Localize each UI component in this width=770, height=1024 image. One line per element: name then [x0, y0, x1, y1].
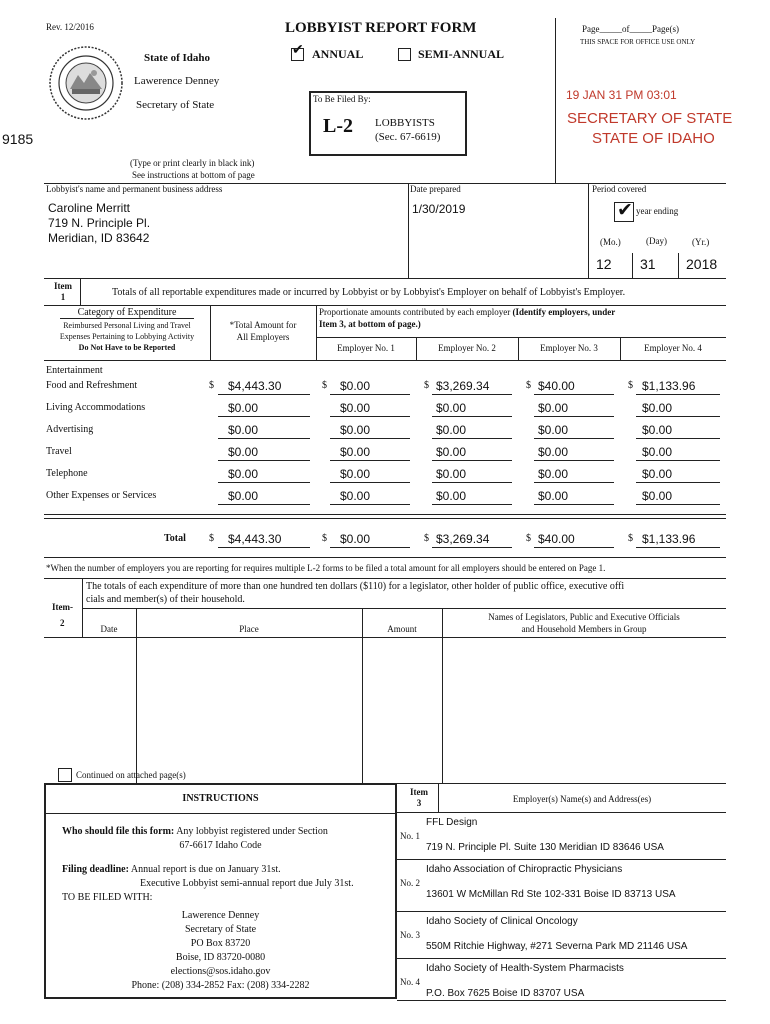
form-title: LOBBYIST REPORT FORM — [285, 20, 477, 36]
item2-label: Item- — [52, 602, 73, 612]
dollar-sign: $ — [424, 380, 429, 391]
employer-4-amount-cell[interactable]: $0.00 — [642, 423, 673, 437]
continued-label: Continued on attached page(s) — [76, 770, 186, 780]
proportionate-header — [319, 307, 719, 317]
total-amount-cell[interactable]: $0.00 — [228, 489, 259, 503]
date-prepared-value[interactable]: 1/30/2019 — [412, 202, 466, 216]
filed-by-label: To Be Filed By: — [313, 94, 371, 104]
item2-description-2: cials and member(s) of their household. — [86, 594, 245, 605]
amount-underline — [534, 460, 614, 461]
employer-number: No. 4 — [400, 977, 420, 987]
annual-checkbox[interactable] — [291, 43, 304, 61]
col-amount-header: Amount — [387, 624, 417, 634]
employer-4-amount-cell[interactable]: $0.00 — [642, 401, 673, 415]
employer-3-amount-cell[interactable]: $0.00 — [538, 445, 569, 459]
employer-4-amount-cell[interactable]: $0.00 — [642, 489, 673, 503]
instructions-note: See instructions at bottom of page — [132, 170, 255, 180]
continued-checkbox[interactable] — [58, 768, 72, 782]
employer-1-amount-cell[interactable]: $0.00 — [340, 467, 371, 481]
form-code-box — [309, 91, 467, 156]
lobbyist-name[interactable]: Caroline Merritt — [48, 201, 131, 215]
amount-underline — [636, 504, 720, 505]
amount-underline — [432, 547, 512, 548]
employer-2-total-cell[interactable]: $3,269.34 — [436, 532, 490, 546]
employer-4-amount-cell[interactable]: $0.00 — [642, 467, 673, 481]
category-note1: Reimbursed Personal Living and Travel — [63, 321, 191, 330]
type-note: (Type or print clearly in black ink) — [130, 158, 255, 168]
employer-address[interactable]: 13601 W McMillan Rd Ste 102-331 Boise ID 83713 USA — [426, 889, 676, 900]
annual-label: ANNUAL — [312, 47, 364, 61]
employer-address[interactable]: P.O. Box 7625 Boise ID 83707 USA — [426, 988, 585, 999]
employer-1-amount-cell[interactable]: $0.00 — [340, 379, 371, 393]
item1-footnote: *When the number of employers you are reporting for requires multiple L-2 forms to be filed a total amount for all employers should be entered on Page 1. — [46, 563, 606, 573]
item3-number: 3 — [416, 798, 422, 808]
period-year[interactable]: 2018 — [686, 256, 718, 272]
dollar-sign: $ — [322, 533, 327, 544]
employer-3-total-cell[interactable]: $40.00 — [538, 532, 575, 546]
deadline-text: Annual report is due on January 31st. — [130, 864, 281, 875]
col-names-header-1: Names of Legislators, Public and Executive Officials — [488, 612, 680, 622]
employer-1-amount-cell[interactable]: $0.00 — [340, 489, 371, 503]
entertainment-label: Entertainment — [46, 365, 103, 376]
date-prepared-label: Date prepared — [410, 184, 461, 194]
who-label: Who should file this form: — [62, 826, 175, 837]
total-amount-cell[interactable]: $0.00 — [228, 467, 259, 481]
amount-underline — [218, 438, 310, 439]
period-covered-label: Period covered — [592, 184, 647, 194]
expense-category-label: Other Expenses or Services — [46, 490, 157, 501]
item2-number: 2 — [60, 618, 65, 628]
semiannual-checkbox[interactable] — [398, 48, 411, 61]
employer-3-amount-cell[interactable]: $0.00 — [538, 467, 569, 481]
day-label: (Day) — [646, 236, 667, 246]
stamp-line1: SECRETARY OF STATE — [567, 110, 733, 127]
who-should-file — [62, 826, 328, 837]
total-amount-cell[interactable]: $0.00 — [228, 401, 259, 415]
instructions-title: INSTRUCTIONS — [182, 793, 259, 804]
dollar-sign: $ — [209, 533, 214, 544]
proportionate-header-a: Proportionate amounts contributed by each employer — [319, 307, 511, 317]
employer-divider — [397, 958, 726, 959]
amount-underline — [534, 394, 614, 395]
category-note2: Expenses Pertaining to Lobbying Activity — [59, 332, 195, 341]
dollar-sign: $ — [526, 533, 531, 544]
expense-category-label: Travel — [46, 446, 72, 457]
page-of-label: Page_____of_____Page(s) — [582, 24, 679, 34]
dollar-sign: $ — [209, 380, 214, 391]
phone-fax: Phone: (208) 334-2852 Fax: (208) 334-2282 — [131, 980, 310, 991]
amount-underline — [218, 547, 310, 548]
dollar-sign: $ — [628, 380, 633, 391]
year-ending-label: year ending — [636, 206, 679, 216]
official-title: Secretary of State — [136, 99, 215, 111]
period-month[interactable]: 12 — [596, 256, 612, 272]
employer-3-amount-cell[interactable]: $0.00 — [538, 401, 569, 415]
item1-number: 1 — [60, 292, 66, 302]
col-date-header: Date — [100, 624, 118, 634]
employer-1-amount-cell[interactable]: $0.00 — [340, 423, 371, 437]
employer-address[interactable]: 719 N. Principle Pl. Suite 130 Meridian ID 83646 USA — [426, 842, 664, 853]
official-name: Lawerence Denney — [134, 75, 220, 87]
amount-underline — [636, 547, 720, 548]
item1-label: Item — [54, 281, 72, 291]
dollar-sign: $ — [424, 533, 429, 544]
amount-underline — [218, 460, 310, 461]
office-use-label: THIS SPACE FOR OFFICE USE ONLY — [580, 38, 696, 46]
total-amount-cell[interactable]: $0.00 — [228, 423, 259, 437]
amount-underline — [534, 482, 614, 483]
checkmark-icon: ✔ — [292, 43, 304, 58]
form-section: (Sec. 67-6619) — [375, 131, 441, 143]
stamp-line2: STATE OF IDAHO — [592, 130, 715, 147]
lobbyist-address1[interactable]: 719 N. Principle Pl. — [48, 216, 151, 230]
employer-1-amount-cell[interactable]: $0.00 — [340, 445, 371, 459]
amount-underline — [534, 504, 614, 505]
amount-underline — [218, 416, 310, 417]
idaho-seal-icon — [48, 45, 124, 121]
employer-3-amount-cell[interactable]: $0.00 — [538, 489, 569, 503]
amount-underline — [330, 394, 410, 395]
semiannual-label: SEMI-ANNUAL — [418, 47, 505, 61]
dollar-sign: $ — [628, 533, 633, 544]
category-note3: Do Not Have to be Reported — [78, 343, 176, 352]
item3-label: Item — [410, 787, 428, 797]
who-text: Any lobbyist registered under Section — [176, 826, 328, 837]
employer-number: No. 2 — [400, 878, 420, 888]
item1-description: Totals of all reportable expenditures made or incurred by Lobbyist or by Lobbyist's Employer on behalf of Lobbyist's Employer. — [112, 287, 626, 298]
total-header1: *Total Amount for — [229, 320, 297, 330]
employer-2-amount-cell[interactable]: $0.00 — [436, 489, 467, 503]
employer-2-amount-cell[interactable]: $3,269.34 — [436, 379, 490, 393]
amount-underline — [330, 547, 410, 548]
who-code: 67-6617 Idaho Code — [179, 840, 262, 851]
category-header: Category of Expenditure — [77, 307, 177, 318]
dollar-sign: $ — [526, 380, 531, 391]
employer-header-4: Employer No. 4 — [644, 343, 702, 353]
amount-underline — [432, 460, 512, 461]
address-line4: Boise, ID 83720-0080 — [175, 952, 266, 963]
office-use-divider — [555, 18, 556, 184]
deadline-text2: Executive Lobbyist semi-annual report due July 31st. — [140, 878, 354, 889]
employer-name[interactable]: Idaho Society of Health-System Pharmacists — [426, 963, 624, 974]
employer-number: No. 3 — [400, 930, 420, 940]
email-address[interactable]: elections@sos.idaho.gov — [170, 966, 271, 977]
employer-3-amount-cell[interactable]: $0.00 — [538, 423, 569, 437]
amount-underline — [330, 460, 410, 461]
employer-1-total-cell[interactable]: $0.00 — [340, 532, 371, 546]
state-label: State of Idaho — [144, 52, 211, 64]
amount-underline — [636, 438, 720, 439]
total-amount-cell[interactable]: $4,443.30 — [228, 379, 282, 393]
amount-underline — [432, 504, 512, 505]
col-names-header-2: and Household Members in Group — [521, 624, 647, 634]
amount-underline — [330, 416, 410, 417]
form-name: LOBBYISTS — [375, 117, 435, 129]
lobbyist-address2[interactable]: Meridian, ID 83642 — [48, 231, 150, 245]
employer-header-1: Employer No. 1 — [337, 343, 395, 353]
amount-underline — [636, 394, 720, 395]
expense-category-label: Food and Refreshment — [46, 380, 138, 391]
amount-underline — [432, 394, 512, 395]
address-line3: PO Box 83720 — [190, 938, 251, 949]
amount-underline — [330, 438, 410, 439]
period-day[interactable]: 31 — [640, 256, 656, 272]
amount-underline — [218, 504, 310, 505]
amount-underline — [636, 482, 720, 483]
employer-2-amount-cell[interactable]: $0.00 — [436, 401, 467, 415]
employer-4-amount-cell[interactable]: $1,133.96 — [642, 379, 696, 393]
employer-address[interactable]: 550M Ritchie Highway, #271 Severna Park MD 21146 USA — [426, 941, 688, 952]
item2-description-1: The totals of each expenditure of more than one hundred ten dollars ($110) for a legislator, other holder of public office, executive offi — [86, 581, 625, 592]
total-header2: All Employers — [236, 332, 290, 342]
amount-underline — [330, 482, 410, 483]
employer-divider — [397, 911, 726, 912]
employer-3-amount-cell[interactable]: $40.00 — [538, 379, 575, 393]
revision-label: Rev. 12/2016 — [46, 22, 94, 32]
filed-with-label: TO BE FILED WITH: — [62, 892, 153, 903]
employer-2-amount-cell[interactable]: $0.00 — [436, 423, 467, 437]
col-place-header: Place — [239, 624, 259, 634]
year-label: (Yr.) — [692, 237, 710, 247]
employer-divider — [397, 859, 726, 860]
employer-header-2: Employer No. 2 — [438, 343, 496, 353]
form-code: L-2 — [323, 115, 353, 137]
address-line1: Lawerence Denney — [181, 910, 260, 921]
proportionate-header-b: (Identify employers, under — [512, 307, 616, 317]
amount-underline — [432, 482, 512, 483]
expense-category-label: Telephone — [46, 468, 88, 479]
amount-underline — [218, 394, 310, 395]
expense-category-label: Living Accommodations — [46, 402, 146, 413]
employer-header-3: Employer No. 3 — [540, 343, 598, 353]
amount-underline — [432, 416, 512, 417]
employer-name[interactable]: Idaho Association of Chiropractic Physicians — [426, 864, 623, 875]
amount-underline — [636, 416, 720, 417]
item3-header: Employer(s) Name(s) and Address(es) — [512, 794, 652, 804]
filing-deadline — [62, 864, 281, 875]
total-amount-cell[interactable]: $0.00 — [228, 445, 259, 459]
amount-underline — [330, 504, 410, 505]
amount-underline — [636, 460, 720, 461]
employer-name[interactable]: Idaho Society of Clinical Oncology — [426, 916, 578, 927]
employer-number: No. 1 — [400, 831, 420, 841]
employer-4-total-cell[interactable]: $1,133.96 — [642, 532, 696, 546]
proportionate-header-c: Item 3, at bottom of page.) — [319, 319, 421, 329]
document-number: 9185 — [2, 131, 34, 147]
employer-1-amount-cell[interactable]: $0.00 — [340, 401, 371, 415]
instructions-box — [44, 783, 397, 999]
amount-underline — [432, 438, 512, 439]
address-line2: Secretary of State — [184, 924, 257, 935]
month-label: (Mo.) — [600, 237, 621, 247]
stamp-date: 19 JAN 31 PM 03:01 — [566, 88, 677, 102]
lobbyist-address-label: Lobbyist's name and permanent business address — [46, 184, 223, 194]
amount-underline — [534, 438, 614, 439]
employer-2-amount-cell[interactable]: $0.00 — [436, 445, 467, 459]
employer-4-amount-cell[interactable]: $0.00 — [642, 445, 673, 459]
deadline-label: Filing deadline: — [62, 864, 129, 875]
total-label: Total — [164, 533, 186, 544]
amount-underline — [218, 482, 310, 483]
dollar-sign: $ — [322, 380, 327, 391]
checkmark-icon: ✔ — [617, 200, 633, 221]
grand-total-cell[interactable]: $4,443.30 — [228, 532, 282, 546]
expense-category-label: Advertising — [46, 424, 94, 435]
year-ending-checkbox[interactable] — [614, 202, 634, 222]
employer-2-amount-cell[interactable]: $0.00 — [436, 467, 467, 481]
amount-underline — [534, 547, 614, 548]
amount-underline — [534, 416, 614, 417]
employer-name[interactable]: FFL Design — [426, 817, 478, 828]
